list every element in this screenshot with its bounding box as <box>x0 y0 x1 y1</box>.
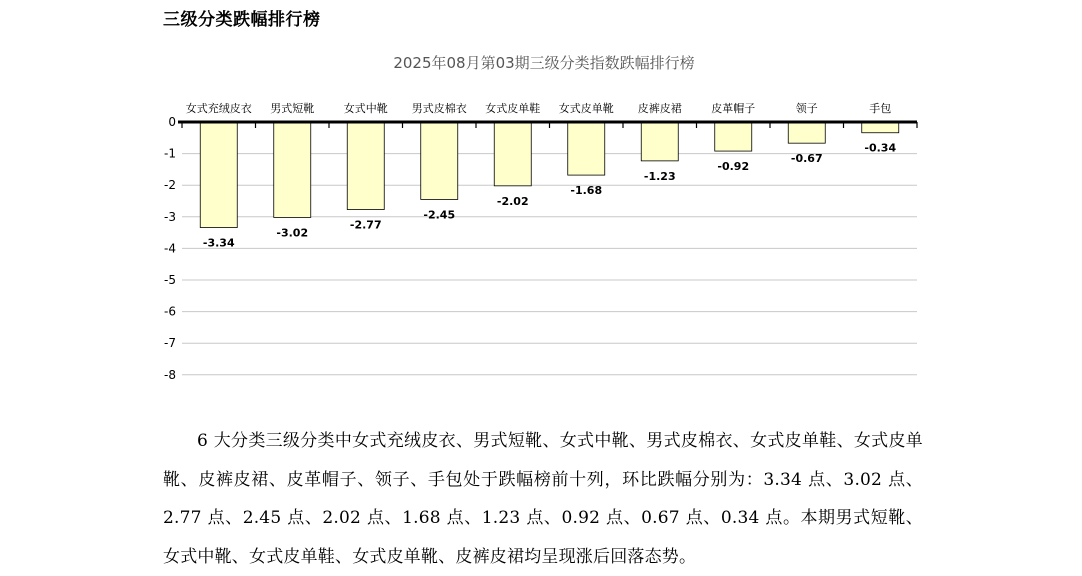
data-label: -3.34 <box>202 236 235 250</box>
bar <box>274 122 311 217</box>
bar-chart <box>160 38 920 398</box>
data-label: -0.67 <box>790 152 823 166</box>
data-label: -2.77 <box>349 218 382 232</box>
chart-title: 2025年08月第03期三级分类指数跌幅排行榜 <box>393 54 695 72</box>
data-label: -0.92 <box>717 160 750 174</box>
bar <box>641 122 678 161</box>
data-label: -2.45 <box>423 208 456 222</box>
bar <box>200 122 237 228</box>
data-label: -3.02 <box>276 226 309 240</box>
y-tick-label: -1 <box>164 146 176 161</box>
category-label: 皮裤皮裙 <box>637 102 682 115</box>
y-tick-label: -5 <box>164 273 176 287</box>
category-label: 领子 <box>795 102 818 115</box>
y-tick-label: -8 <box>164 367 176 382</box>
bar <box>494 122 531 186</box>
bar <box>421 122 458 199</box>
data-label: -1.23 <box>643 169 676 183</box>
bar <box>788 122 825 143</box>
category-label: 女式皮单鞋 <box>485 102 541 115</box>
y-tick-label: -2 <box>164 178 176 193</box>
chart-container <box>160 38 920 398</box>
data-label: -0.34 <box>864 141 897 155</box>
body-paragraph: 6 大分类三级分类中女式充绒皮衣、男式短靴、女式中靴、男式皮棉衣、女式皮单鞋、女式皮单靴、皮裤皮裙、皮革帽子、领子、手包处于跌幅榜前十列，环比跌幅分别为：3.34 点、3.02 点、2.77 点、2.45 点、2.02 点、1.68 点、1.23 点、0.92 点、0.67 点、0.34 点。本期男式短靴、女式中靴、女式皮单鞋、女式皮单靴、皮裤皮裙均呈现涨后回落态势。 <box>163 431 923 567</box>
bar <box>347 122 384 210</box>
data-label: -2.02 <box>496 194 529 208</box>
bar <box>862 122 899 133</box>
category-label: 手包 <box>869 102 892 115</box>
data-label: -1.68 <box>570 184 603 198</box>
y-tick-label: 0 <box>168 115 176 129</box>
category-label: 男式皮棉衣 <box>411 102 467 115</box>
bar <box>715 122 752 151</box>
y-tick-label: -7 <box>164 336 176 351</box>
y-tick-label: -3 <box>164 209 176 224</box>
y-tick-label: -6 <box>164 304 176 319</box>
category-label: 女式充绒皮衣 <box>185 102 252 115</box>
section-heading: 三级分类跌幅排行榜 <box>163 10 321 30</box>
category-label: 皮革帽子 <box>711 102 756 115</box>
category-label: 女式皮单靴 <box>558 102 614 115</box>
category-label: 女式中靴 <box>343 102 388 115</box>
y-tick-label: -4 <box>164 241 176 256</box>
category-label: 男式短靴 <box>270 102 315 115</box>
bar <box>568 122 605 175</box>
